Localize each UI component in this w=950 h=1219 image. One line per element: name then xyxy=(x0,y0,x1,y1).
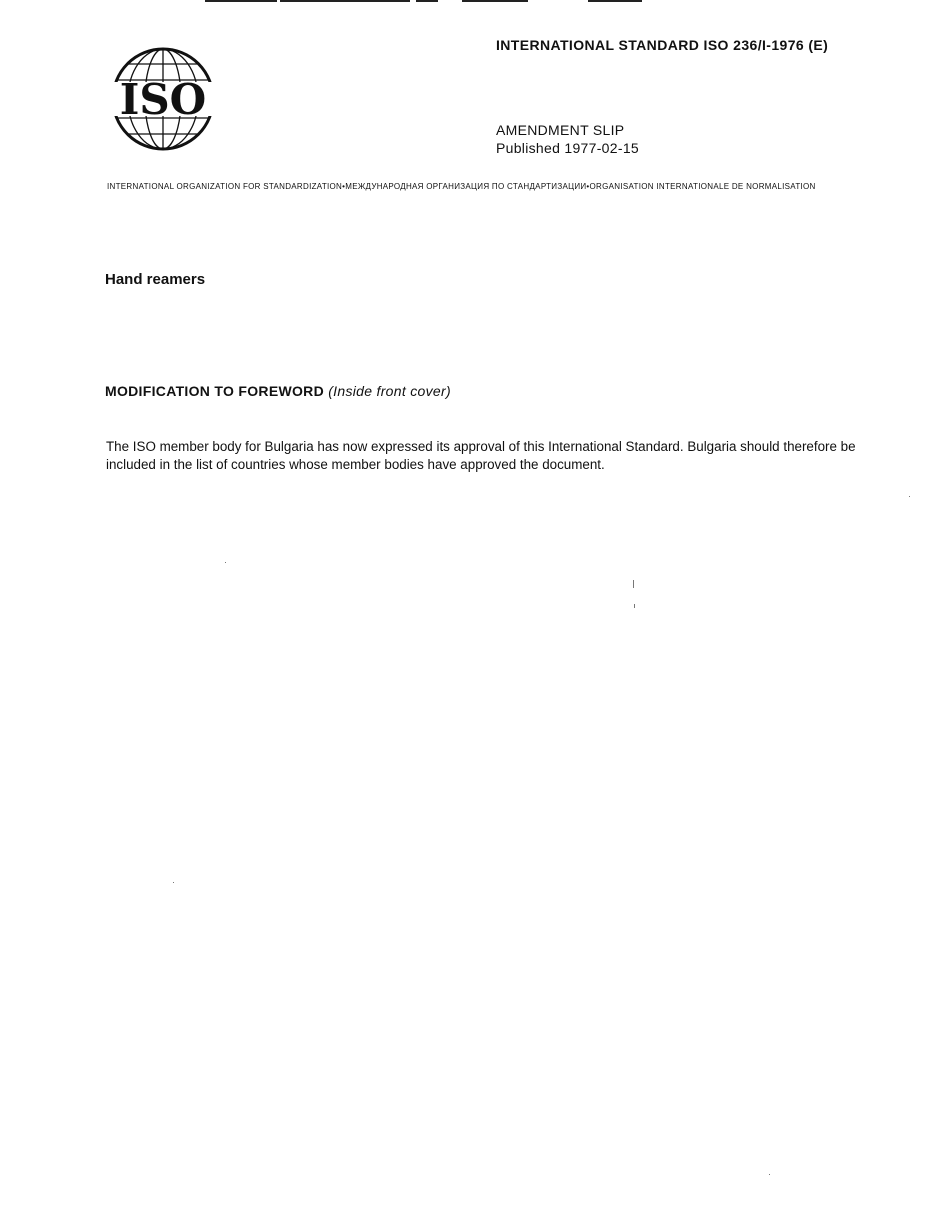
top-rule xyxy=(280,0,410,2)
section-heading xyxy=(105,383,451,399)
body-paragraph: The ISO member body for Bulgaria has now expressed its approval of this International Standard. Bulgaria should therefore be included in the list of countries whose member bodies have approved the document. xyxy=(106,439,856,472)
top-rule xyxy=(588,0,642,2)
amendment-label: AMENDMENT SLIP xyxy=(496,122,625,138)
section-heading-note: (Inside front cover) xyxy=(328,383,451,399)
scan-speck xyxy=(909,496,910,497)
standard-title: INTERNATIONAL STANDARD ISO 236/I-1976 (E) xyxy=(496,37,829,53)
section-heading-text: MODIFICATION TO FOREWORD xyxy=(105,383,324,399)
logo-text: ISO xyxy=(119,75,207,124)
iso-globe-logo xyxy=(108,44,218,154)
top-rule xyxy=(462,0,528,2)
document-title: Hand reamers xyxy=(105,271,206,288)
scan-speck xyxy=(633,580,634,588)
scan-speck xyxy=(769,1174,770,1175)
top-rule xyxy=(205,0,277,2)
scan-speck xyxy=(173,882,174,883)
organization-line: INTERNATIONAL ORGANIZATION FOR STANDARDIZATION•МЕЖДУНАРОДНАЯ ОРГАНИЗАЦИЯ ПО СТАНДАРТИЗАЦИИ•ORGANISATION INTERNATIONALE DE NORMALISATION xyxy=(107,182,816,191)
top-rule xyxy=(416,0,438,2)
publication-date: Published 1977-02-15 xyxy=(496,140,639,156)
scan-speck xyxy=(634,604,635,608)
scan-speck xyxy=(225,562,226,563)
